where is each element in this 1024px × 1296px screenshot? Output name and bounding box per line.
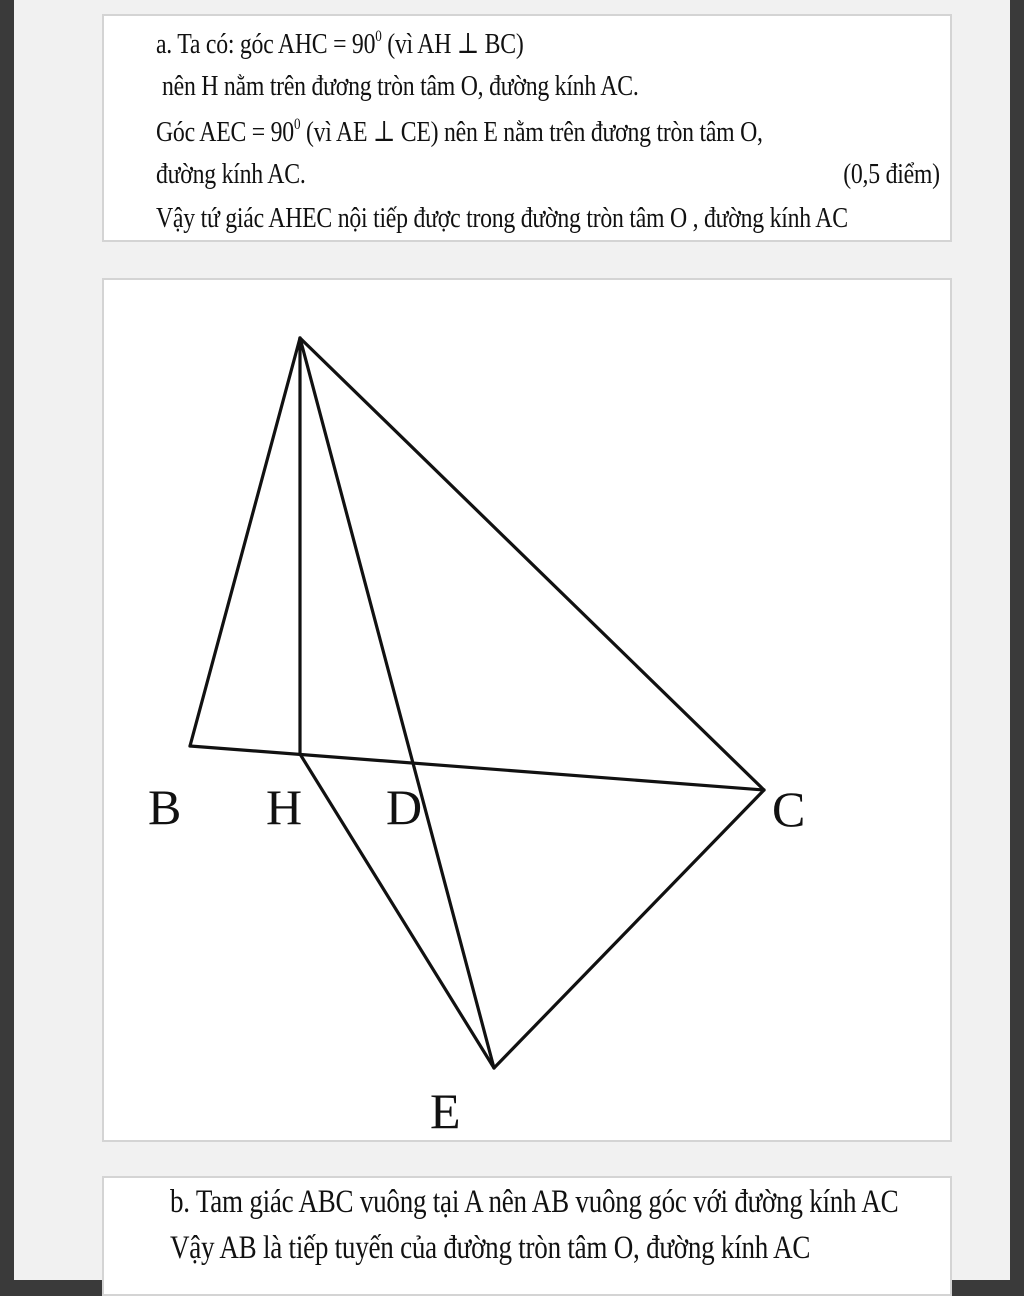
part-a-line-3-text: Góc AEC = 90 (156, 116, 294, 148)
segment-ce (494, 790, 764, 1068)
degree-superscript: 0 (375, 28, 382, 45)
part-b-box (102, 1176, 952, 1296)
label-e: E (430, 1083, 461, 1139)
segment-ab (190, 338, 300, 746)
label-d: D (386, 779, 423, 835)
part-a-line-3 (156, 114, 763, 149)
part-a-line-4: đường kính AC. (156, 158, 306, 190)
label-h: H (266, 779, 303, 835)
label-c: C (772, 781, 806, 837)
geometry-figure (104, 280, 950, 1140)
geometry-figure-box (102, 278, 952, 1142)
points-label: (0,5 điểm) (843, 158, 940, 190)
part-a-line-2: nên H nằm trên đương tròn tâm O, đường kính AC. (162, 70, 639, 102)
part-a-box (102, 14, 952, 242)
label-b: B (148, 779, 182, 835)
segment-ac (300, 338, 764, 790)
document-page (14, 0, 1010, 1280)
segment-ae (300, 338, 494, 1068)
part-a-conclusion: Vậy tứ giác AHEC nội tiếp được trong đường tròn tâm O , đường kính AC (156, 202, 848, 234)
part-a-line-1-text: a. Ta có: góc AHC = 90 (156, 28, 376, 60)
part-a-line-1-suffix: (vì AH ⊥ BC) (381, 28, 524, 60)
part-b-line-1: b. Tam giác ABC vuông tại A nên AB vuông góc với đường kính AC (170, 1184, 899, 1220)
part-a-line-1 (156, 26, 524, 61)
degree-superscript: 0 (293, 116, 301, 133)
part-a-line-3-suffix: (vì AE ⊥ CE) nên E nằm trên đương tròn tâm O, (300, 116, 763, 148)
part-b-line-2: Vậy AB là tiếp tuyến của đường tròn tâm O, đường kính AC (170, 1230, 811, 1266)
